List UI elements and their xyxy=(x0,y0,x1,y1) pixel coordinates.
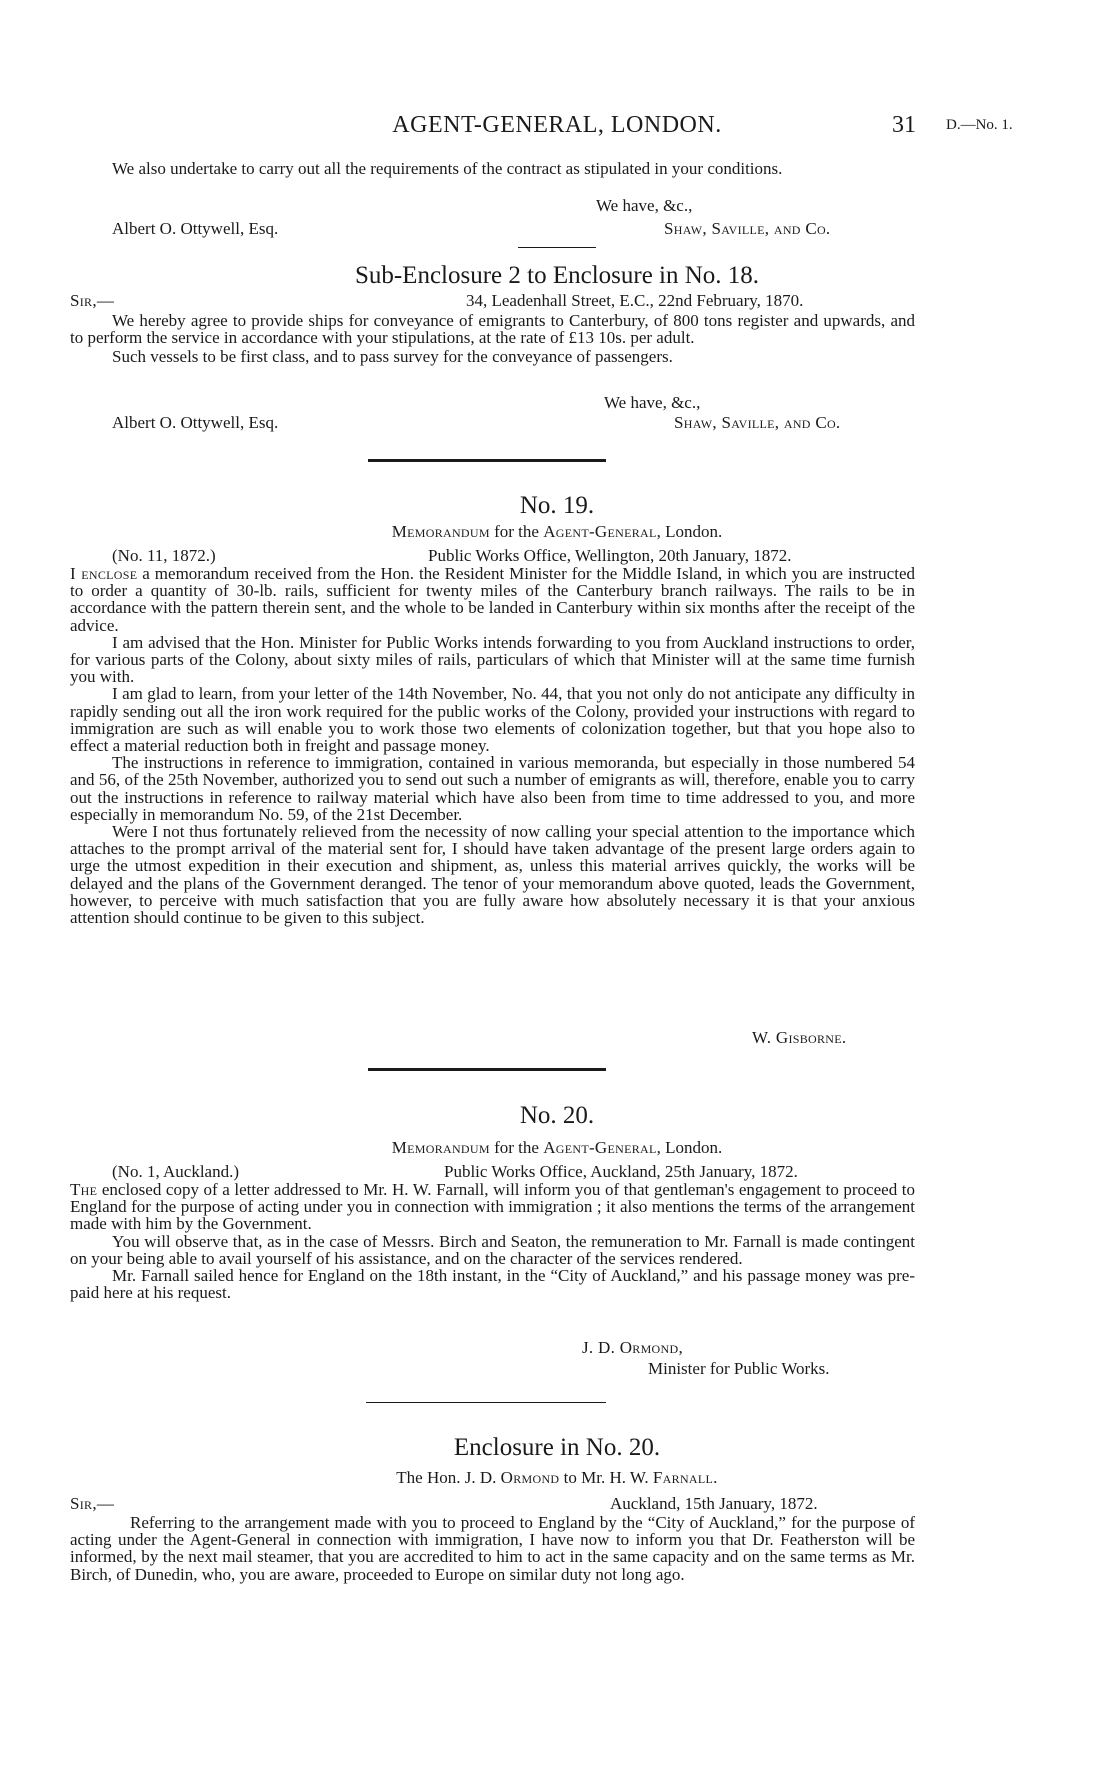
continuation-text: We also undertake to carry out all the requirements of the contract as stipulated in your conditions. xyxy=(112,159,783,178)
paragraph-text: enclosed copy of a letter addressed to Mr. H. W. Farnall, will inform you of that gentleman's engagement to proceed to England for the purpose of acting under you in connection with immigration ; it also mentions the terms of the arrangement made with him by the Government. xyxy=(70,1180,915,1234)
memo-place: , London. xyxy=(656,522,723,541)
memo-reference: (No. 1, Auckland.) xyxy=(112,1162,240,1181)
page-number: 31 xyxy=(892,112,916,138)
memo-recipient: Agent-General xyxy=(543,1138,657,1157)
memo-heading xyxy=(0,522,1114,542)
memo-rest: for the xyxy=(494,522,539,541)
closing-line: We have, &c., xyxy=(596,196,693,215)
signatory: J. D. Ormond, xyxy=(582,1338,683,1357)
enclosure-subheading xyxy=(0,1468,1114,1488)
section-divider xyxy=(368,459,606,462)
salutation: Sir,— xyxy=(70,291,115,310)
signatory: Shaw, Saville, and Co. xyxy=(664,219,831,238)
sub-enclosure-body xyxy=(70,312,915,366)
salutation: Sir,— xyxy=(70,1494,115,1513)
addressee: Albert O. Ottywell, Esq. xyxy=(112,413,279,432)
paragraph xyxy=(70,565,915,634)
enclosure-heading: Enclosure in No. 20. xyxy=(453,1434,661,1461)
document-reference: D.—No. 1. xyxy=(946,117,1013,133)
office-date: Public Works Office, Auckland, 25th January, 1872. xyxy=(444,1162,798,1181)
signatory: W. Gisborne. xyxy=(752,1028,847,1047)
sub-enclosure-heading: Sub-Enclosure 2 to Enclosure in No. 18. xyxy=(354,262,760,289)
addressee: Albert O. Ottywell, Esq. xyxy=(112,219,279,238)
lead-word: The xyxy=(70,1180,98,1199)
memo-body xyxy=(70,565,915,926)
to-name: Farnall. xyxy=(652,1468,718,1487)
paragraph: You will observe that, as in the case of Messrs. Birch and Seaton, the remuneration to Mr. Farnall is made contingent on your being able to avail yourself of his assistance, and on the character of the services rendered. xyxy=(70,1231,915,1268)
signatory: Shaw, Saville, and Co. xyxy=(674,413,841,432)
section-divider xyxy=(368,1068,606,1071)
memo-rest: for the xyxy=(494,1138,539,1157)
lead-word: I enclose xyxy=(70,564,138,583)
running-title: AGENT-GENERAL, LONDON. xyxy=(392,112,722,138)
paragraph: Such vessels to be first class, and to pass survey for the conveyance of passengers. xyxy=(112,347,673,367)
closing-line: We have, &c., xyxy=(604,393,701,412)
place-date: Auckland, 15th January, 1872. xyxy=(610,1494,818,1513)
memo-body xyxy=(70,1181,915,1301)
paragraph-text: a memorandum received from the Hon. the Resident Minister for the Middle Island, in which you are instructed to order a quantity of 30-lb. rails, sufficient for twenty miles of the Canterbury branch railways. The rails to be in accordance with the pattern therein sent, and the whole to be landed in Canterbury within six months after the receipt of the advice. xyxy=(70,564,915,635)
from-name: Ormond xyxy=(500,1468,560,1487)
section-divider xyxy=(366,1402,606,1403)
office-date: Public Works Office, Wellington, 20th January, 1872. xyxy=(428,546,792,565)
signatory-title: Minister for Public Works. xyxy=(648,1359,830,1378)
from-title: The Hon. J. D. xyxy=(396,1468,497,1487)
section-divider xyxy=(518,247,596,248)
memo-heading xyxy=(0,1138,1114,1158)
paragraph: The instructions in reference to immigration, contained in various memoranda, but especially in those numbered 54 and 56, of the 25th November, authorized you to send out such a number of emigrants as will, therefore, enable you to carry out the instructions in reference to railway material which have also been from time to time addressed to you, and more especially in memorandum No. 59, of the 21st December. xyxy=(70,753,915,824)
enclosure-body xyxy=(70,1514,915,1583)
address-date: 34, Leadenhall Street, E.C., 22nd February, 1870. xyxy=(466,291,804,310)
continuation-paragraph xyxy=(70,160,915,177)
to-title: to Mr. H. W. xyxy=(563,1468,649,1487)
memo-label: Memorandum xyxy=(391,522,490,541)
memo-recipient: Agent-General xyxy=(543,522,657,541)
paragraph xyxy=(70,1181,915,1233)
memo-number-heading: No. 19. xyxy=(519,492,595,519)
paragraph: Referring to the arrangement made with you to proceed to England by the “City of Auckland,” for the purpose of acting under the Agent-General in connection with immigration, I have now to inform you that Dr. Featherston will be informed, by the next mail steamer, that you are accredited to him to act in the same capacity and on the same terms as Mr. Birch, of Dunedin, who, you are aware, proceeded to Europe on similar duty not long ago. xyxy=(70,1513,915,1584)
paragraph: I am advised that the Hon. Minister for Public Works intends forwarding to you from Auckland instructions to order, for various parts of the Colony, about sixty miles of rails, particulars of which that Minister will at the same time furnish you with. xyxy=(70,632,915,687)
paragraph: Mr. Farnall sailed hence for England on the 18th instant, in the “City of Auckland,” and his passage money was pre-paid here at his request. xyxy=(70,1266,915,1303)
paragraph: We hereby agree to provide ships for conveyance of emigrants to Canterbury, of 800 tons register and upwards, and to perform the service in accordance with your stipulations, at the rate of £13 10s. per adult. xyxy=(70,311,915,348)
paragraph: Were I not thus fortunately relieved from the necessity of now calling your special attention to the importance which attaches to the prompt arrival of the material sent for, I should have taken advantage of the present large orders again to urge the utmost expedition in their execution and shipment, as, unless this material arrives quickly, the works will be delayed and the plans of the Government deranged. The tenor of your memorandum above quoted, leads the Government, however, to perceive with much satisfaction that you are fully aware how absolutely necessary it is that your anxious attention should continue to be given to this subject. xyxy=(70,822,915,928)
memo-reference: (No. 11, 1872.) xyxy=(112,546,216,565)
memo-place: , London. xyxy=(656,1138,723,1157)
paragraph: I am glad to learn, from your letter of the 14th November, No. 44, that you not only do not anticipate any difficulty in rapidly sending out all the iron work required for the public works of the Colony, provided your instructions with regard to immigration are such as will enable you to work those two elements of colonization together, but that you hope also to effect a material reduction both in freight and passage money. xyxy=(70,684,915,756)
memo-label: Memorandum xyxy=(391,1138,490,1157)
memo-number-heading: No. 20. xyxy=(519,1102,595,1129)
